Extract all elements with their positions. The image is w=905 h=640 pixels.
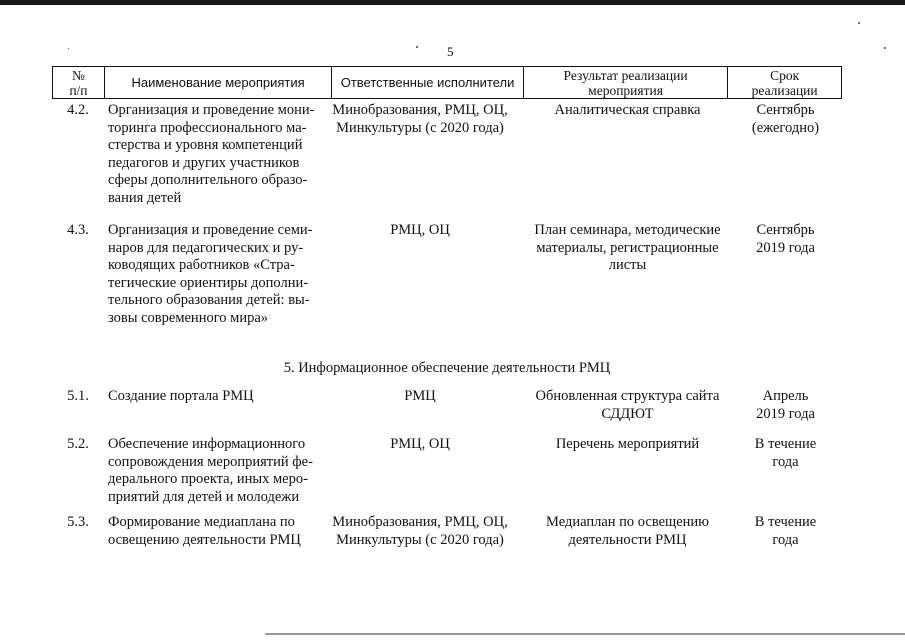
table-row — [52, 514, 842, 549]
row-number: 5.3. — [67, 514, 89, 530]
row-term: Сентябрь 2019 года — [756, 222, 815, 256]
row-result: Аналитическая справка — [554, 102, 701, 118]
scan-speck — [68, 48, 69, 49]
scan-speck — [858, 22, 860, 24]
section-title: 5. Информационное обеспечение деятельности РМЦ — [283, 360, 611, 376]
row-result: Медиаплан по освещению деятельности РМЦ — [546, 514, 709, 548]
scan-bottom-edge — [265, 633, 905, 635]
row-result: Обновленная структура сайта СДДЮТ — [535, 388, 720, 422]
row-responsible: Минобразования, РМЦ, ОЦ, Минкультуры (с 2020 года) — [332, 102, 508, 136]
row-responsible: РМЦ, ОЦ — [390, 436, 450, 452]
header-num: № п/п — [53, 67, 105, 98]
header-result: Результат реализации мероприятия — [524, 67, 728, 98]
row-name: Организация и проведение мони- торинга профессионального ма- стерства и уровня компетенций педагогов и других участников сферы дополнительного образо- вания детей — [108, 102, 315, 206]
row-number: 4.2. — [67, 102, 89, 118]
scan-speck — [884, 47, 886, 49]
page-number: 5 — [447, 44, 454, 59]
row-term: В течение года — [754, 436, 817, 470]
header-name: Наименование мероприятия — [105, 67, 332, 98]
header-term: Срок реализации — [751, 67, 818, 98]
row-number: 4.3. — [67, 222, 89, 238]
table-row — [52, 388, 842, 423]
table-header — [52, 66, 842, 99]
row-name: Организация и проведение семи- наров для педагогических и ру- ководящих работников «Стра- тегические ориентиры дополни- тельного образования детей: вы- зовы современного мира» — [108, 222, 313, 326]
row-result: Перечень мероприятий — [555, 436, 700, 452]
table-row — [52, 222, 842, 327]
row-name: Формирование медиаплана по освещению деятельности РМЦ — [108, 514, 301, 548]
row-term: Сентябрь (ежегодно) — [751, 102, 820, 136]
row-responsible: Минобразования, РМЦ, ОЦ, Минкультуры (с 2020 года) — [332, 514, 508, 548]
row-result: План семинара, методические материалы, регистрационные листы — [534, 222, 721, 273]
row-responsible: РМЦ — [404, 388, 436, 404]
row-responsible: РМЦ, ОЦ — [390, 222, 450, 238]
row-term: В течение года — [754, 514, 817, 548]
scan-top-border — [0, 0, 905, 5]
row-number: 5.2. — [67, 436, 89, 452]
row-name: Обеспечение информационного сопровождения мероприятий фе- дерального проекта, иных меро- приятий для детей и молодежи — [108, 436, 313, 505]
row-name: Создание портала РМЦ — [108, 388, 254, 404]
row-term: Апрель 2019 года — [756, 388, 815, 422]
header-responsible: Ответственные исполнители — [332, 67, 524, 98]
row-number: 5.1. — [67, 388, 89, 404]
table-row — [52, 102, 842, 207]
table-row — [52, 436, 842, 506]
scan-speck — [416, 46, 418, 48]
